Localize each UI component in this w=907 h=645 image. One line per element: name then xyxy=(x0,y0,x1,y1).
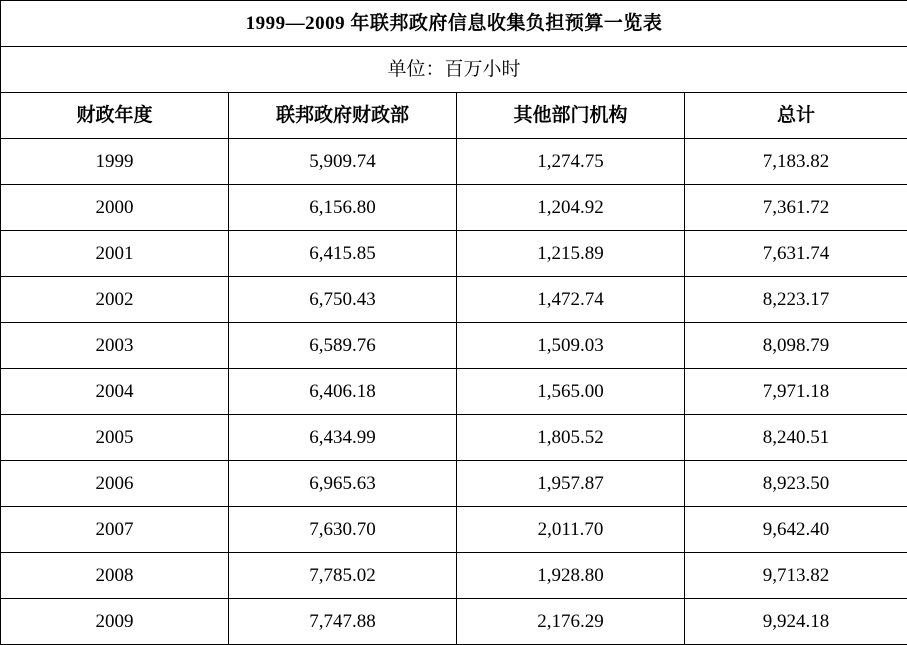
table-row xyxy=(1,461,907,507)
cell-year: 2001 xyxy=(1,231,229,277)
table-row xyxy=(1,231,907,277)
table-row xyxy=(1,323,907,369)
cell-total: 7,971.18 xyxy=(685,369,907,415)
cell-others: 1,215.89 xyxy=(457,231,685,277)
cell-total: 7,183.82 xyxy=(685,139,907,185)
table-row xyxy=(1,553,907,599)
column-header-others: 其他部门机构 xyxy=(457,93,685,139)
column-header-total: 总计 xyxy=(685,93,907,139)
page-title: 1999—2009 年联邦政府信息收集负担预算一览表 xyxy=(1,1,907,47)
cell-treasury: 6,589.76 xyxy=(229,323,457,369)
cell-year: 2009 xyxy=(1,599,229,645)
cell-treasury: 6,415.85 xyxy=(229,231,457,277)
cell-others: 2,176.29 xyxy=(457,599,685,645)
cell-others: 1,472.74 xyxy=(457,277,685,323)
table-row xyxy=(1,599,907,645)
cell-treasury: 7,747.88 xyxy=(229,599,457,645)
cell-total: 9,924.18 xyxy=(685,599,907,645)
cell-year: 2007 xyxy=(1,507,229,553)
cell-total: 8,223.17 xyxy=(685,277,907,323)
cell-total: 9,713.82 xyxy=(685,553,907,599)
unit-label: 单位：百万小时 xyxy=(1,47,907,93)
table-row xyxy=(1,415,907,461)
cell-others: 1,805.52 xyxy=(457,415,685,461)
cell-year: 1999 xyxy=(1,139,229,185)
cell-treasury: 6,434.99 xyxy=(229,415,457,461)
cell-others: 2,011.70 xyxy=(457,507,685,553)
cell-total: 9,642.40 xyxy=(685,507,907,553)
table-row xyxy=(1,369,907,415)
cell-others: 1,204.92 xyxy=(457,185,685,231)
cell-total: 8,240.51 xyxy=(685,415,907,461)
table-row xyxy=(1,185,907,231)
cell-total: 8,923.50 xyxy=(685,461,907,507)
header-row xyxy=(1,93,907,139)
cell-others: 1,928.80 xyxy=(457,553,685,599)
cell-total: 8,098.79 xyxy=(685,323,907,369)
cell-year: 2005 xyxy=(1,415,229,461)
cell-treasury: 5,909.74 xyxy=(229,139,457,185)
cell-total: 7,361.72 xyxy=(685,185,907,231)
unit-row xyxy=(1,47,907,93)
cell-year: 2002 xyxy=(1,277,229,323)
table-row xyxy=(1,507,907,553)
table-row xyxy=(1,139,907,185)
cell-treasury: 7,785.02 xyxy=(229,553,457,599)
cell-year: 2004 xyxy=(1,369,229,415)
cell-treasury: 6,406.18 xyxy=(229,369,457,415)
cell-others: 1,565.00 xyxy=(457,369,685,415)
table-row xyxy=(1,277,907,323)
title-row xyxy=(1,1,907,47)
table-body xyxy=(1,1,907,645)
cell-total: 7,631.74 xyxy=(685,231,907,277)
column-header-treasury: 联邦政府财政部 xyxy=(229,93,457,139)
cell-treasury: 7,630.70 xyxy=(229,507,457,553)
cell-year: 2003 xyxy=(1,323,229,369)
cell-others: 1,509.03 xyxy=(457,323,685,369)
column-header-year: 财政年度 xyxy=(1,93,229,139)
cell-treasury: 6,156.80 xyxy=(229,185,457,231)
cell-year: 2000 xyxy=(1,185,229,231)
cell-year: 2006 xyxy=(1,461,229,507)
cell-treasury: 6,750.43 xyxy=(229,277,457,323)
cell-treasury: 6,965.63 xyxy=(229,461,457,507)
cell-others: 1,957.87 xyxy=(457,461,685,507)
cell-year: 2008 xyxy=(1,553,229,599)
cell-others: 1,274.75 xyxy=(457,139,685,185)
